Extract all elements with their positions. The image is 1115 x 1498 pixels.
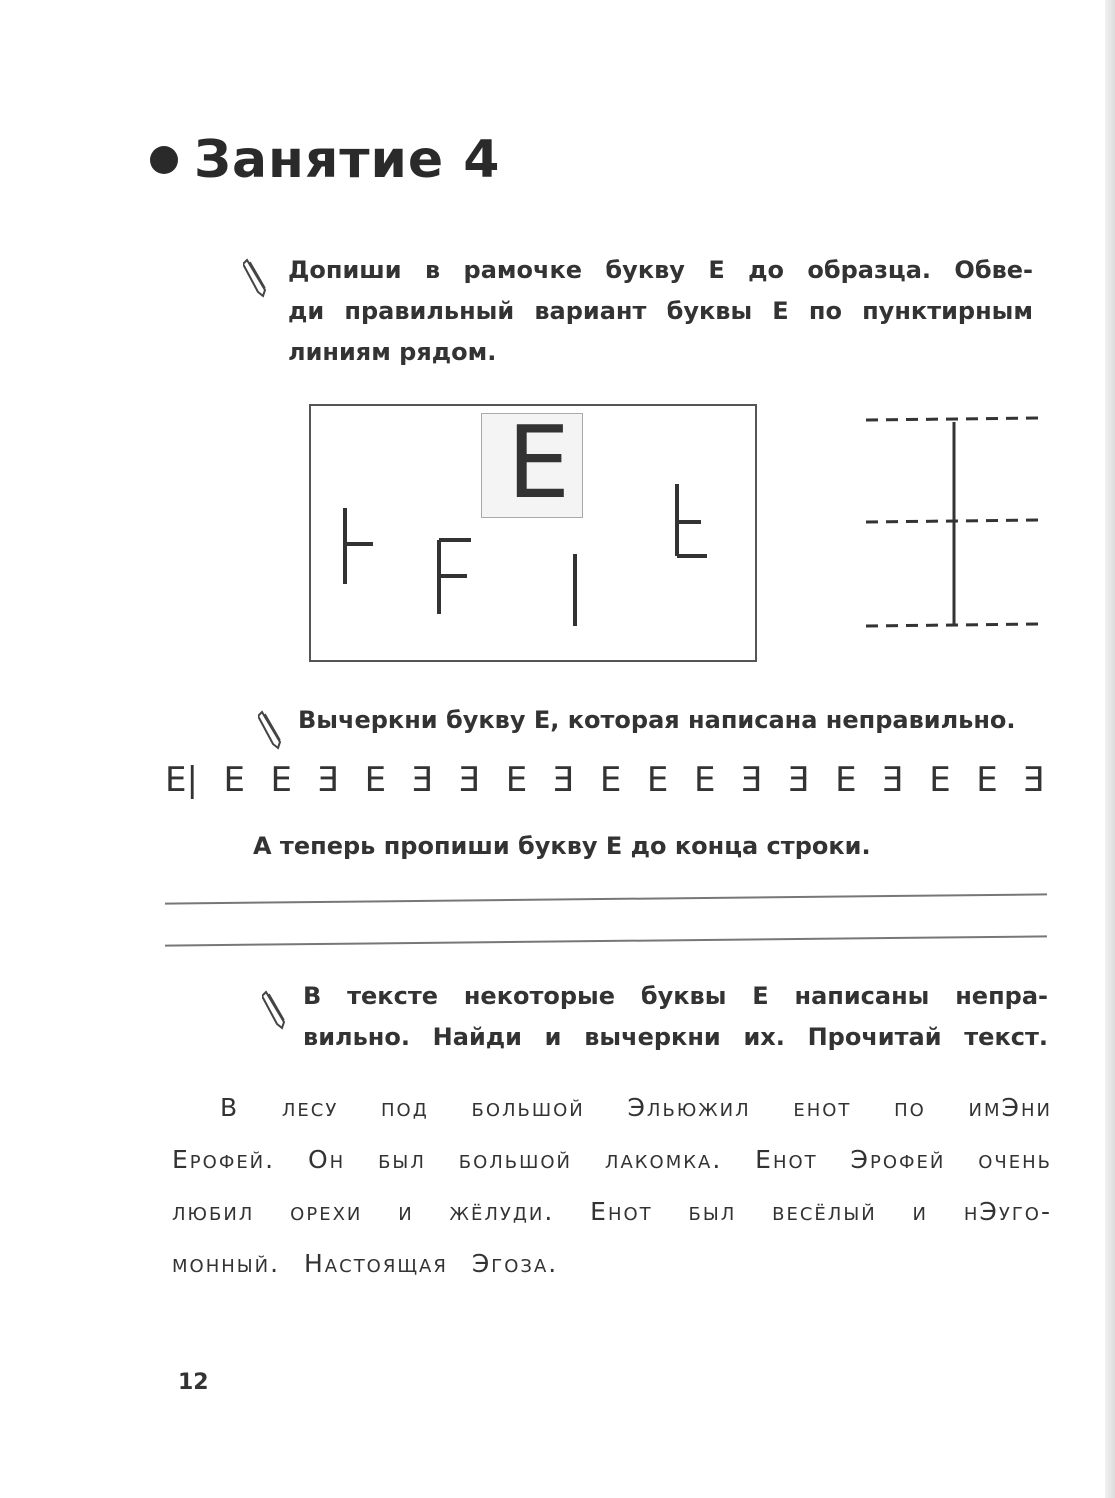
story-line-1[interactable]: В лесу под большой Эльюжил енот по имЭни bbox=[220, 1093, 1052, 1122]
letter-item[interactable]: E bbox=[599, 760, 622, 800]
task4-instruction bbox=[303, 976, 1048, 1058]
page-number: 12 bbox=[178, 1370, 209, 1395]
letter-item[interactable]: E bbox=[505, 760, 528, 800]
letter-item[interactable]: E bbox=[646, 760, 669, 800]
letter-item[interactable]: E bbox=[976, 760, 998, 800]
letter-item[interactable]: E bbox=[929, 760, 951, 800]
task4-line-2: вильно. Найди и вычеркни их. Прочитай текст. bbox=[303, 1023, 1048, 1051]
letter-item[interactable]: Ǝ bbox=[741, 760, 763, 800]
pencil-icon bbox=[243, 258, 273, 298]
letter-item[interactable]: E bbox=[835, 760, 857, 800]
letter-fragments[interactable] bbox=[309, 404, 757, 662]
pencil-icon bbox=[258, 710, 288, 750]
lesson-title bbox=[150, 130, 500, 190]
bullet-icon bbox=[150, 146, 178, 174]
writing-line-1[interactable] bbox=[165, 893, 1047, 904]
letter-item[interactable]: Ǝ bbox=[317, 760, 340, 800]
letter-item[interactable]: Ǝ bbox=[458, 760, 481, 800]
task1-line-1: Допиши в рамочке букву Е до образца. Обве- bbox=[288, 256, 1033, 284]
fragment-tee bbox=[345, 508, 373, 584]
letter-item[interactable]: Ǝ bbox=[552, 760, 575, 800]
letter-item[interactable]: E bbox=[364, 760, 387, 800]
task1-instruction bbox=[288, 250, 1033, 373]
letter-item[interactable]: E| bbox=[165, 760, 198, 800]
fragment-f bbox=[439, 540, 471, 614]
task2-instruction: Вычеркни букву Е, которая написана неправильно. bbox=[298, 706, 1016, 734]
letter-item[interactable]: Ǝ bbox=[411, 760, 434, 800]
letter-item[interactable]: E bbox=[223, 760, 245, 800]
task3-instruction: А теперь пропиши букву Е до конца строки. bbox=[253, 832, 871, 860]
letter-row[interactable] bbox=[165, 760, 1045, 800]
letter-item[interactable]: E bbox=[693, 760, 716, 800]
story-line-4[interactable]: монный. Настоящая Эгоза. bbox=[172, 1249, 559, 1278]
task1-line-3: линиям рядом. bbox=[288, 338, 497, 366]
letter-item[interactable]: E bbox=[270, 760, 293, 800]
task1-line-2: ди правильный вариант буквы Е по пунктирным bbox=[288, 297, 1033, 325]
pencil-icon bbox=[262, 990, 292, 1030]
task4-line-1: В тексте некоторые буквы Е написаны непра- bbox=[303, 982, 1048, 1010]
story-text[interactable] bbox=[172, 1082, 1052, 1290]
letter-item[interactable]: Ǝ bbox=[882, 760, 904, 800]
tracing-guide[interactable] bbox=[866, 410, 1046, 640]
letter-item[interactable]: Ǝ bbox=[788, 760, 810, 800]
model-letter: E bbox=[507, 404, 571, 521]
page-edge bbox=[1105, 0, 1115, 1498]
fragment-l bbox=[677, 484, 707, 556]
letter-item[interactable]: Ǝ bbox=[1023, 760, 1045, 800]
story-line-3[interactable]: любил орехи и жёлуди. Енот был весёлый и нЭуго- bbox=[172, 1197, 1052, 1226]
lesson-title-text: Занятие 4 bbox=[194, 130, 501, 190]
writing-line-2[interactable] bbox=[165, 935, 1047, 946]
story-line-2[interactable]: Ерофей. Он был большой лакомка. Енот Эрофей очень bbox=[172, 1145, 1052, 1174]
